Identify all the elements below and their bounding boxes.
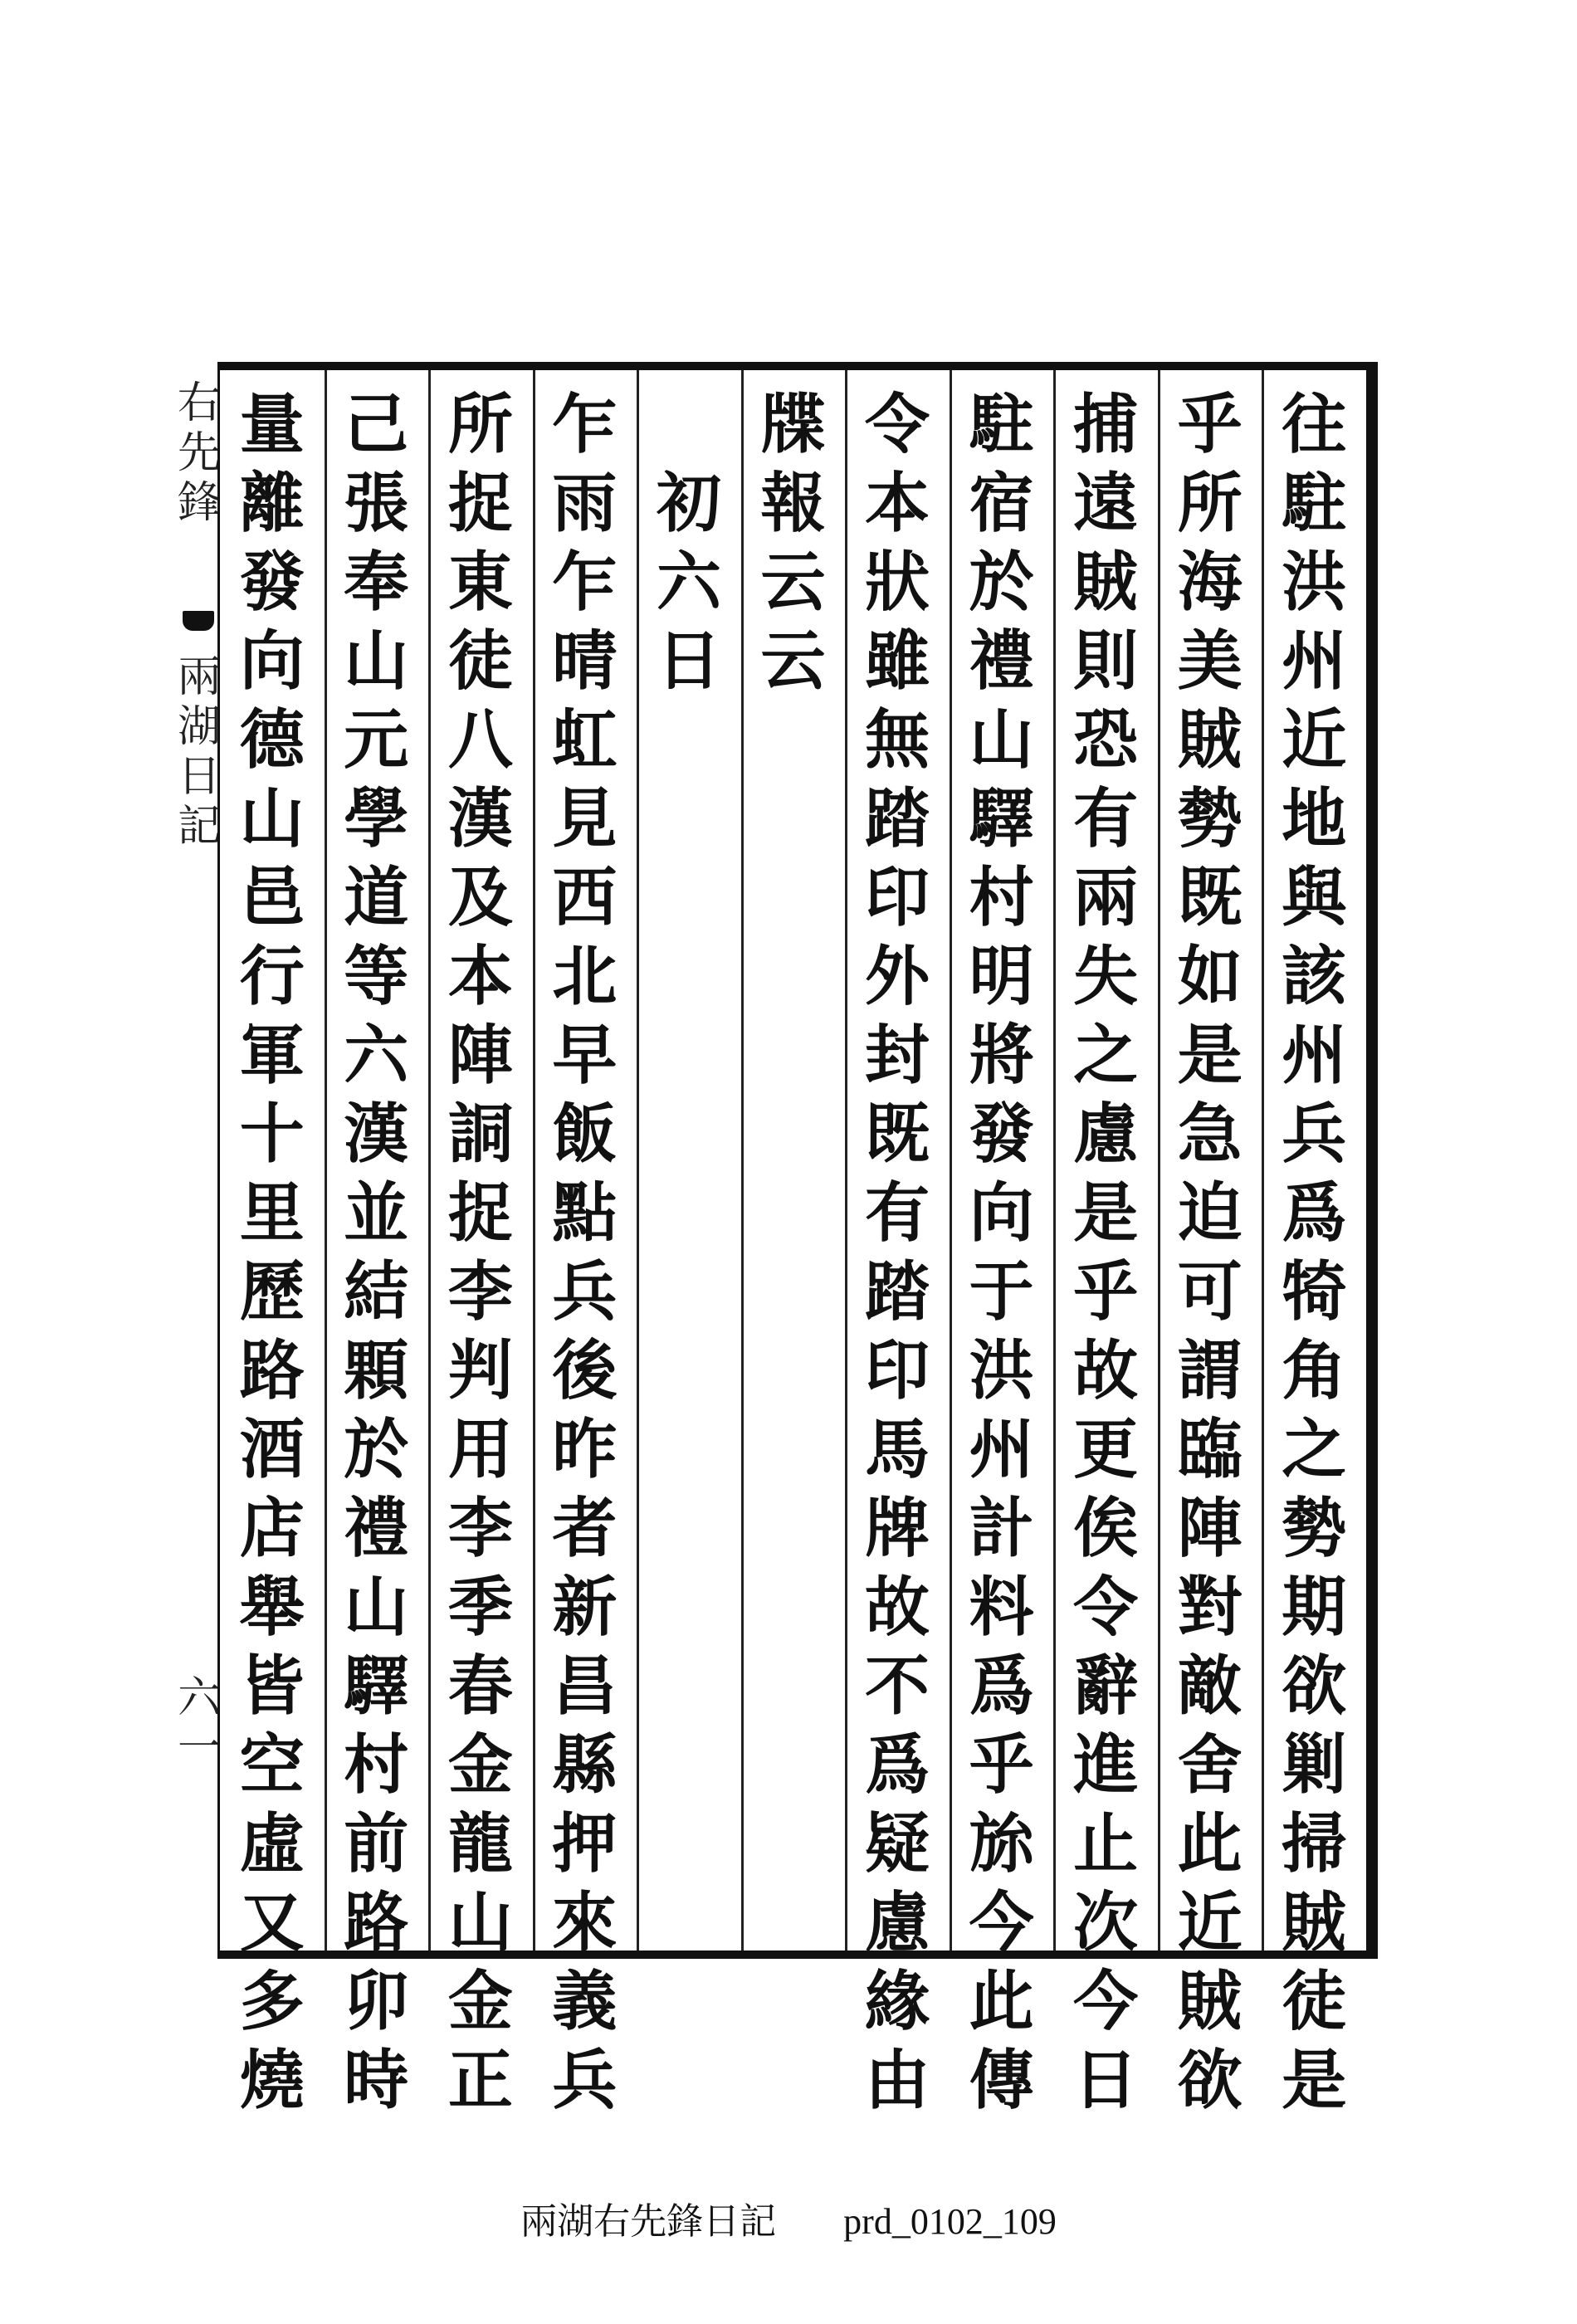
text-column: 乎 所 海 美 賊 勢 既 如 是 急 迫 可 謂 臨 陣 對 敵 舍 此 近 賊 欲 [1177, 387, 1243, 2118]
text-column: 往 駐 洪 州 近 地 與 該 州 兵 爲 犄 角 之 勢 期 欲 剿 掃 賊 徒 是 [1282, 387, 1347, 2118]
column-rule [325, 370, 327, 1950]
banxin-char: 六 [178, 1673, 222, 1723]
banxin-title [178, 378, 222, 528]
text-columns [220, 370, 1366, 2118]
page-center-strip [178, 362, 222, 1959]
text-column: 駐 宿 於 禮 山 驛 村 明 將 發 向 于 洪 州 計 料 爲 乎 旀 今 此 傳 [969, 387, 1034, 2118]
image-caption [0, 2191, 1577, 2244]
caption-title: 兩湖右先鋒日記 [520, 2201, 777, 2242]
banxin-char: 湖 [178, 702, 222, 752]
text-column: 己 張 奉 山 元 學 道 等 六 漢 並 結 顆 於 禮 山 驛 村 前 路 卯 時 [344, 387, 409, 2118]
text-block-frame [217, 362, 1378, 2118]
text-column: 牒 報 云 云 [760, 387, 826, 699]
text-column: 量 離 發 向 德 山 邑 行 軍 十 里 歷 路 酒 店 舉 皆 空 虛 又 多 燒 [239, 387, 305, 2118]
column-rule [533, 370, 535, 1950]
column-rule [1158, 370, 1160, 1950]
banxin-char: 鋒 [178, 478, 222, 528]
banxin-char: 兩 [178, 652, 222, 702]
text-column: 所 捉 東 徒 八 漢 及 本 陣 詷 捉 李 判 用 李 季 春 金 龍 山 金 正 [447, 387, 513, 2118]
text-column: 捕 遠 賊 則 恐 有 兩 失 之 慮 是 乎 故 更 俟 令 辭 進 止 次 今 日 [1073, 387, 1139, 2118]
banxin-char: 先 [178, 428, 222, 478]
column-rule [1053, 370, 1056, 1950]
column-rule [1262, 370, 1264, 1950]
text-column: 初 六 日 [656, 466, 721, 699]
column-rule [428, 370, 431, 1950]
banxin-char: 一 [178, 1723, 222, 1773]
column-rule [845, 370, 847, 1950]
text-column: 令 本 狀 雖 無 踏 印 外 封 既 有 踏 印 馬 牌 故 不 爲 疑 慮 緣 由 [865, 387, 930, 2118]
banxin-char: 右 [178, 378, 222, 428]
column-rule [950, 370, 952, 1950]
banxin-char: 日 [178, 752, 222, 802]
caption-id: prd_0102_109 [843, 2201, 1057, 2242]
fishtail-mark [183, 611, 214, 631]
banxin-page-number [178, 1673, 222, 1773]
column-rule [637, 370, 639, 1950]
banxin-char: 記 [178, 802, 222, 852]
text-column: 乍 雨 乍 晴 虹 見 西 北 早 飯 點 兵 後 昨 者 新 昌 縣 押 來 義 兵 [552, 387, 618, 2118]
column-rule [741, 370, 744, 1950]
banxin-subtitle [178, 652, 222, 852]
